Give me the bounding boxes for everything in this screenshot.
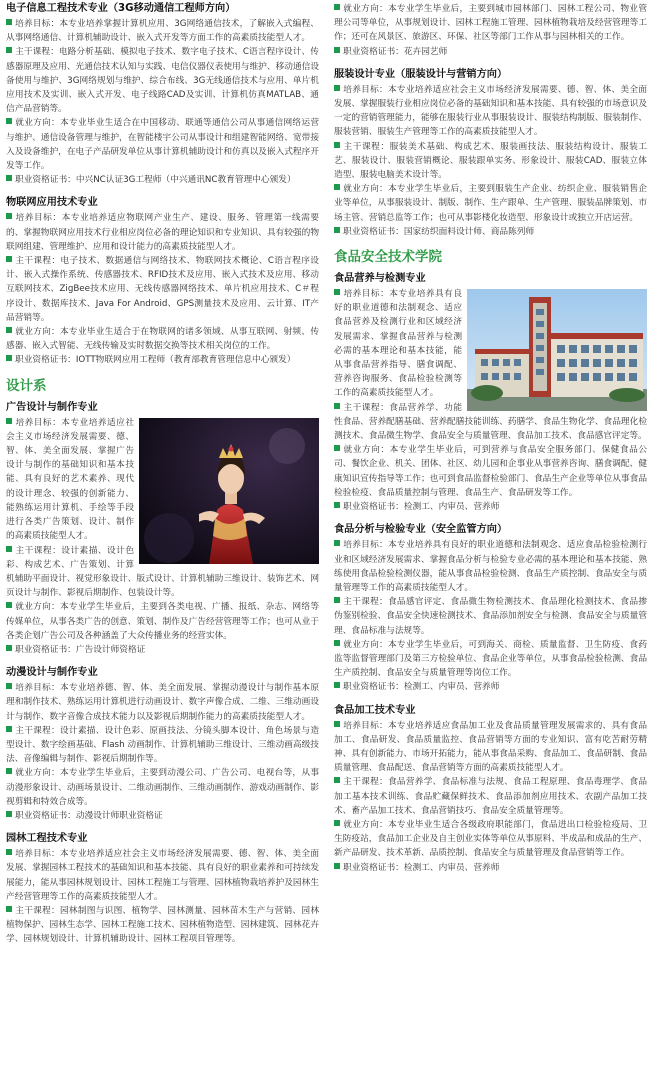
major-title: 动漫设计与制作专业 — [6, 667, 98, 679]
bullet-square-icon — [334, 502, 340, 508]
paragraph — [6, 211, 319, 254]
paragraph — [334, 775, 647, 818]
section-title-design: 设计系 — [6, 377, 47, 394]
paragraph — [334, 2, 647, 45]
bullet-square-icon — [334, 445, 340, 451]
paragraph — [6, 724, 319, 767]
paragraph-text: 就业方向：本专业毕业生适合于在物联网的诸多领域、从事互联网、射频、传感器、嵌入式智能、无线传输及实时数据交换等技术相关岗位的工作。 — [6, 327, 319, 352]
paragraph-text: 培养目标：本专业培养适应社会主义市场经济发展需要、德、智、体、美全面发展、掌握服装行业相应岗位必备的基础知识和基本技能、具有较强的市场意识及一定的营销管理能力，能够在服装行业从事服装设计、服装结构制版、服装制作、服装营销、服装生产管理等工作的高素质技能型人才。 — [334, 84, 647, 138]
major-block — [6, 196, 319, 367]
bullet-square-icon — [6, 19, 12, 25]
major-title: 食品分析与检验专业（安全监管方向） — [334, 524, 508, 536]
major-block — [6, 2, 319, 187]
paragraph-text: 就业方向：本专业学生毕业后，主要到城市园林部门、园林工程公司、物业管理公司等单位，从事规划设计、园林工程施工管理、园林植物栽培及经营管理等工作；还可在风景区、旅游区、环保、社区等部门工作从事与园林相关的工作。 — [334, 4, 647, 43]
bullet-square-icon — [6, 906, 12, 912]
major-title: 食品加工技术专业 — [334, 704, 416, 716]
paragraph-text: 主干课程：食品感官评定、食品微生物检测技术、食品理化检测技术、食品掺伪鉴别检验、食品安全快速检测技术、食品添加剂安全与检测、食品安全与质量管理、食品标准与法规等。 — [334, 597, 647, 636]
paragraph — [6, 600, 319, 643]
bullet-square-icon — [6, 256, 12, 262]
paragraph-text: 主干课程：设计素描、设计色彩、原画技法、分镜头脚本设计、角色场景与造型设计、数字绘画基础、Flash 动画制作、计算机辅助三维设计、三维动画高级技法、音像编辑与制作、影视后期制作等。 — [6, 725, 319, 765]
right-bottom-majors — [334, 272, 647, 875]
bullet-square-icon — [6, 811, 12, 817]
paragraph — [334, 83, 647, 140]
paragraph-text: 主干课程：电子技术、数据通信与网络技术、物联网技术概论、C语言程序设计、嵌入式操作系统、传感器技术、RFID技术及应用、嵌入式技术及应用、移动互联网技术、ZigBee技术应用、无线传感器网络技术、单片机应用技术、C＃程序设计、数据库技术、Java For Android、GPS测量技术及应用、云计算、IT产品营销等。 — [6, 256, 319, 323]
paragraph — [334, 500, 647, 514]
campus-building-photo — [467, 289, 647, 411]
bullet-square-icon — [6, 849, 12, 855]
paragraph-text: 就业方向：本专业学生毕业后，可到海关、商检、质量监督、卫生防疫、食药监等监督管理部门及第三方检验单位、食品企业等单位，从事食品检验检测、食品生产质控制、食品安全与质量管理等岗位工作。 — [334, 639, 647, 679]
major-title: 服装设计专业（服装设计与营销方向） — [334, 68, 508, 80]
bullet-square-icon — [334, 597, 340, 603]
bullet-square-icon — [334, 85, 340, 91]
bullet-square-icon — [6, 118, 12, 124]
paragraph — [6, 643, 319, 657]
paragraph — [334, 182, 647, 225]
bullet-square-icon — [6, 726, 12, 732]
bullet-square-icon — [6, 355, 12, 361]
major-block — [6, 401, 319, 657]
bullet-square-icon — [6, 768, 12, 774]
major-block — [334, 2, 647, 59]
bullet-square-icon — [334, 820, 340, 826]
bullet-square-icon — [6, 327, 12, 333]
paragraph — [6, 809, 319, 823]
paragraph-text: 就业方向：本专业毕业生适合各级政府职能部门，食品进出口检验检疫局、卫生防疫站，食品加工企业及自主创业实体等单位从事原料、半成品和成品的生产、新产品研发、技术革新、品质控制、食品安全与质量管理及食品营销等工作。 — [334, 819, 647, 859]
bullet-square-icon — [334, 289, 340, 295]
bullet-square-icon — [6, 645, 12, 651]
paragraph-text: 培养目标：本专业培养掌握计算机应用、3G网络通信技术，了解嵌入式编程、从事网络通信、计算机辅助设计、嵌入式开发等方面工作的高素质技能型人才。 — [6, 19, 319, 44]
paragraph — [334, 225, 647, 239]
advertising-photo — [139, 418, 319, 564]
paragraph-text: 培养目标：本专业培养具有良好的职业道德和法制观念、适应食品营养及检测行业和区域经济发展需求、掌握食品营养与检测必需的基本理论和基本技能，能从事食品营养指导、膳食调配、营养咨询服务、食品检验检测等工作的高素质技能型人才。 — [334, 289, 462, 399]
major-title: 食品营养与检测专业 — [334, 273, 426, 285]
paragraph — [334, 719, 647, 776]
paragraph-text: 职业资格证书：国家纺织面料设计师、商品陈列师 — [343, 226, 535, 237]
bullet-square-icon — [6, 683, 12, 689]
paragraph-text: 就业方向：本专业学生毕业后，可到营养与食品安全服务部门、保健食品公司、餐饮企业、机关、团体、社区、幼儿园和企事业从事营养咨询、膳食调配、健康知识宣传指导等工作；也可到食品监督检验部门、食品生产企业等单位从事食品检验检疫、食品质量控制与管理、食品生产、食品研发等工作。 — [334, 445, 647, 498]
paragraph-text: 培养目标：本专业培养具有良好的职业道德和法制观念、适应食品检验检测行业和区域经济发展需求、掌握食品分析与检验专业必需的基本理论和基本技能、熟练使用食品检验检测仪器，能从事食品检验检测、食品生产质控制、食品安全与质量管理等工作的高素质技能型人才。 — [334, 540, 647, 593]
bullet-square-icon — [334, 682, 340, 688]
major-block — [334, 272, 647, 514]
paragraph-text: 主干课程：食品营养学、食品标准与法规、食品工程原理、食品毒理学、食品加工基本技术训练、食品贮藏保鲜技术、食品添加剂应用技术、农副产品加工技术、畜产品加工技术、食品营销技巧、食品安全质量管理等。 — [334, 777, 647, 816]
paragraph-text: 主干课程：服装美术基础、构成艺术、服装画技法、服装结构设计、服装工艺、服装设计、服装营销概论、服装跟单实务、形象设计、服装CAD、服装立体造型、服装电脑美术设计等。 — [334, 141, 647, 181]
paragraph-text: 职业资格证书：中兴NC认证3G工程师（中兴通讯NC教育管理中心颁发） — [15, 175, 296, 186]
bullet-square-icon — [334, 227, 340, 233]
major-title: 电子信息工程技术专业（3G移动通信工程师方向） — [6, 3, 236, 14]
left-bottom-majors — [6, 401, 319, 947]
paragraph-text: 职业资格证书：花卉园艺师 — [343, 46, 448, 57]
paragraph-text: 主干课程：食品营养学、功能性食品、营养配膳基础、营养配膳技能训练、药膳学、食品生物化学、食品理化检测技术、食品微生物学、食品安全与质量管理、食品加工技术、食品感官评定等。 — [334, 402, 647, 442]
bullet-square-icon — [334, 777, 340, 783]
paragraph-text: 主干课程：园林制图与识图、植物学、园林测量、园林苗木生产与营销、园林植物保护、园林生态学、园林工程施工技术、园林植物造型、园林建筑、园林花卉学、园林规划设计、计算机辅助设计、园林工程项目管理等。 — [6, 905, 319, 945]
paragraph — [6, 766, 319, 809]
paragraph-text: 培养目标：本专业培养适应物联网产业生产、建设、服务、管理第一线需要的、掌握物联网应用技术行业相应岗位必备的理论知识和专业知识、具有较强的物联网组建、管理维护、应用和设计能力的高素质技能型人才。 — [6, 213, 319, 252]
paragraph — [6, 116, 319, 173]
paragraph — [6, 847, 319, 904]
paragraph — [6, 254, 319, 325]
paragraph-text: 主干课程：电路分析基础、模拟电子技术、数字电子技术、C语言程序设计、传感器原理及应用、光通信技术认知与实践、电信仪器仪表使用与维护、移动通信设备使用与维护、3G网络规划与维护、综合布线、3G无线通信技术与应用、单片机应用技术及实训、嵌入式开发、电子线路CAD及实训、计算机仿真MATLAB、通信产品营销等。 — [6, 47, 319, 115]
paragraph-text: 主干课程：设计素描、设计色彩、构成艺术、广告策划、计算机辅助平面设计、视觉形象设计、版式设计、计算机辅助三维设计、装饰艺术、网页设计与制作、影视后期制作、包装设计等。 — [6, 545, 319, 599]
bullet-square-icon — [334, 721, 340, 727]
bullet-square-icon — [334, 540, 340, 546]
right-top-majors — [334, 2, 647, 239]
paragraph-text: 培养目标：本专业培养适应社会主义市场经济发展需要、德、智、体、美全面发展、掌握广告设计与制作的基础知识和基本技能、具有良好的艺术素养、现代的设计理念、较强的创新能力、能熟练运用计算机、手绘等手段进行各类广告策划、设计、制作的高素质技能型人才。 — [6, 417, 134, 542]
paragraph — [334, 638, 647, 681]
paragraph — [334, 818, 647, 861]
paragraph-text: 职业资格证书：检测工、内审员、营养师 — [343, 682, 500, 693]
paragraph — [6, 681, 319, 724]
major-block — [334, 704, 647, 875]
paragraph — [334, 140, 647, 183]
bullet-square-icon — [334, 47, 340, 53]
major-title: 园林工程技术专业 — [6, 833, 88, 845]
bullet-square-icon — [6, 602, 12, 608]
paragraph — [6, 325, 319, 353]
bullet-square-icon — [6, 546, 12, 552]
paragraph — [6, 353, 319, 367]
paragraph — [334, 680, 647, 694]
major-title: 物联网应用技术专业 — [6, 197, 98, 209]
left-top-majors — [6, 2, 319, 368]
paragraph-text: 就业方向：本专业学生毕业后，主要到服装生产企业、纺织企业、服装销售企业等单位，从事服装设计、制版、制作、生产跟单、生产管理、服装品牌策划、市场主管、营销总监等工作；也可从事影楼化妆造型、形象设计或独立开店运营。 — [334, 184, 647, 223]
paragraph — [6, 45, 319, 116]
major-title: 广告设计与制作专业 — [6, 401, 98, 413]
bullet-square-icon — [334, 4, 340, 10]
major-block — [6, 832, 319, 946]
paragraph-text: 职业资格证书：广告设计师资格证 — [15, 644, 146, 655]
paragraph-text: 就业方向：本专业毕业生适合在中国移动、联通等通信公司从事通信网络运营与维护、通信设备管理与维护，在智能楼宇公司从事设计和组建智能网络、宽带接入及设备维护，在电子产品研发单位从事计算机辅助设计和仿真以及嵌入式程序开发等工作。 — [6, 118, 319, 172]
paragraph — [334, 45, 647, 59]
paragraph — [6, 904, 319, 947]
bullet-square-icon — [6, 47, 12, 53]
paragraph — [334, 861, 647, 875]
section-title-food-safety: 食品安全技术学院 — [334, 249, 442, 266]
paragraph — [6, 173, 319, 187]
paragraph — [334, 443, 647, 500]
bullet-square-icon — [6, 175, 12, 181]
major-block — [334, 523, 647, 694]
paragraph-text: 职业资格证书：检测工、内审员、营养师 — [343, 862, 500, 873]
paragraph-text: 培养目标：本专业培养德、智、体、美全面发展、掌握动漫设计与制作基本原理和制作技术、熟练运用计算机进行动画设计、数字声像合成、二维、三维动画设计与制作、数字音像合成技术能力以及影视后期制作能力的高素质技能型人才。 — [6, 683, 319, 722]
left-column — [6, 2, 319, 956]
paragraph-text: 培养目标：本专业培养适应食品加工业及食品质量管理发展需求的、具有食品加工、食品研发、食品质量监控、食品营销等方面的专业知识、富有吃苦耐劳精神、具有创新能力、市场开拓能力，能从事食品采购、食品加工、食品研制、食品质量管理、食品配送、食品营销等方面的高素质技能型人才。 — [334, 720, 647, 774]
bullet-square-icon — [334, 640, 340, 646]
bullet-square-icon — [6, 213, 12, 219]
major-block — [334, 68, 647, 239]
paragraph-text: 培养目标：本专业培养适应社会主义市场经济发展需要、德、智、体、美全面发展、掌握园林工程技术的基础知识和基本技能、具有良好的职业素养和可持续发展能力，能从事园林规划设计、园林工程施工与管理、园林植物栽培养护及园林生产经营管理等工作的高素质技能型人才。 — [6, 849, 319, 902]
bullet-square-icon — [334, 863, 340, 869]
paragraph-text: 职业资格证书：检测工、内审员、营养师 — [343, 502, 500, 513]
paragraph — [334, 595, 647, 638]
paragraph-text: 就业方向：本专业学生毕业后，主要到动漫公司、广告公司、电视台等，从事动漫形象设计、动画场景设计、二维动画制作、三维动画制作、游戏动画制作、影视剪辑和特效合成等。 — [6, 768, 319, 807]
bullet-square-icon — [334, 142, 340, 148]
bullet-square-icon — [6, 418, 12, 424]
paragraph — [6, 17, 319, 45]
paragraph-text: 职业资格证书：IOTT物联网应用工程师（教育部教育管理信息中心颁发） — [15, 355, 296, 366]
bullet-square-icon — [334, 184, 340, 190]
major-block — [6, 666, 319, 823]
bullet-square-icon — [334, 403, 340, 409]
paragraph — [334, 538, 647, 595]
right-column — [334, 2, 647, 884]
paragraph-text: 就业方向：本专业学生毕业后，主要到各类电视、广播、报纸、杂志、网络等传媒单位，从事各类广告的创意、策划、制作及广告经营管理等工作；也可从业于各类企划广告公司及各种涵盖了大众传播业务的经营实体。 — [6, 602, 319, 641]
paragraph-text: 职业资格证书：动漫设计师职业资格证 — [15, 810, 163, 821]
